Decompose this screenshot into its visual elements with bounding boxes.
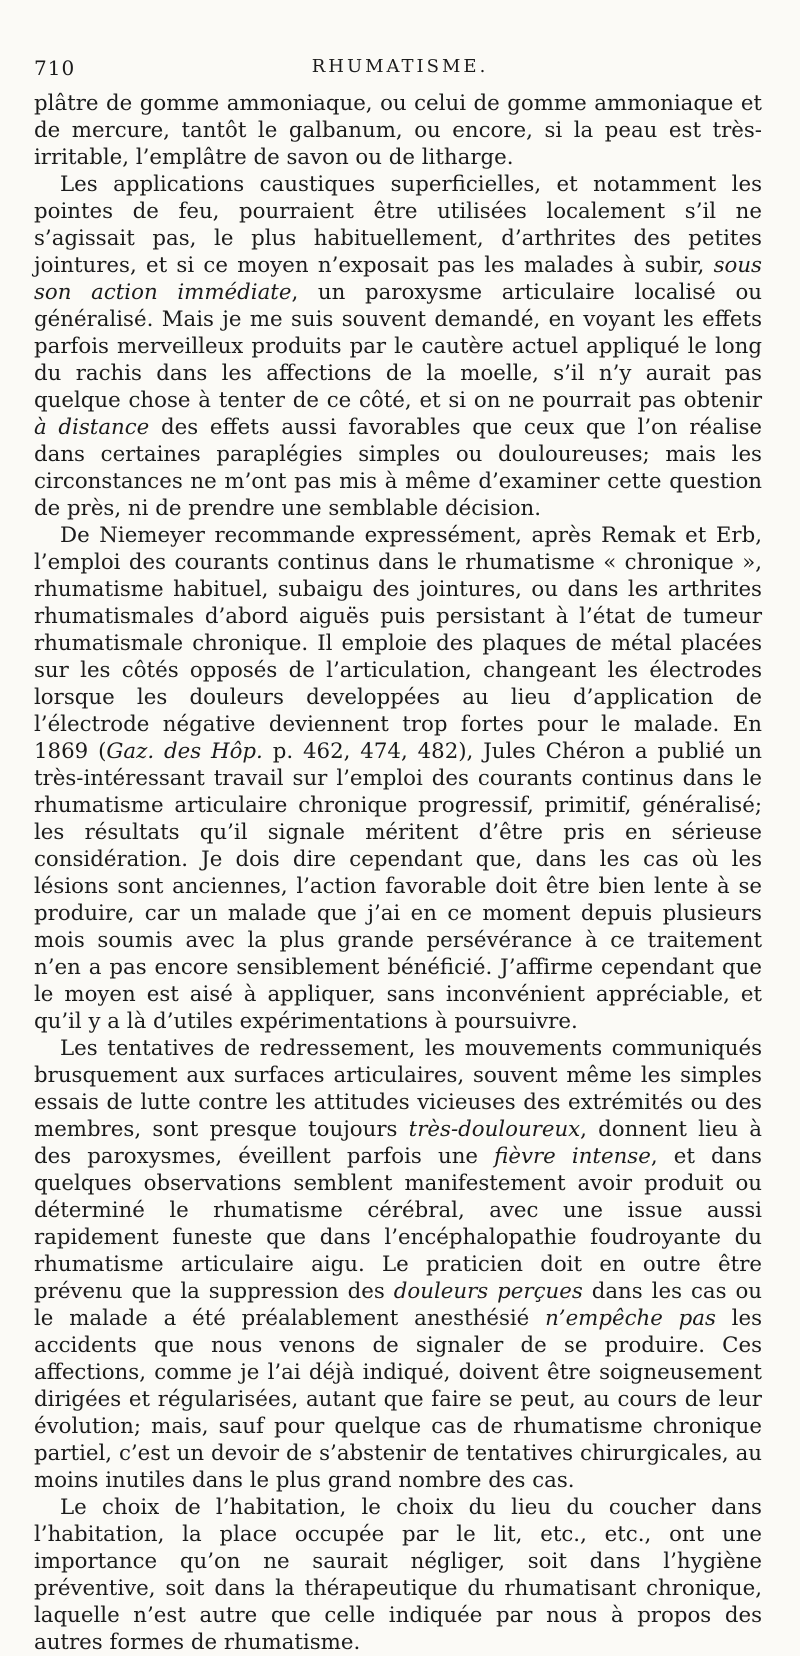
italic-text: douleurs perçues bbox=[393, 1279, 583, 1304]
running-title: RHUMATISME. bbox=[311, 56, 489, 77]
paragraph bbox=[34, 1035, 762, 1494]
italic-text: très-douloureux bbox=[408, 1117, 581, 1142]
italic-text: sous son action immédiate bbox=[34, 253, 762, 305]
text-run: Les applications caustiques superficielles, et notamment les pointes de feu, pourraient être utilisées localement s’il ne s’agissait pas, le plus habituellement, d’arthrites des petites jointures, et si ce moyen n’exposait pas les malades à subir, bbox=[34, 172, 762, 278]
text-run: , donnent lieu à des paroxysmes, éveillent parfois une bbox=[34, 1117, 763, 1169]
page-number: 710 bbox=[34, 56, 76, 80]
paragraph bbox=[34, 522, 762, 1035]
italic-text: n’empêche pas bbox=[545, 1306, 716, 1331]
text-run: plâtre de gomme ammoniaque, ou celui de gomme ammoniaque et de mercure, tantôt le galbanum, ou encore, si la peau est très-irritable, l’emplâtre de savon ou de litharge. bbox=[34, 91, 762, 170]
paragraph bbox=[34, 1494, 762, 1656]
text-run: , et dans quelques observations semblent manifestement avoir produit ou déterminé le rhumatisme cérébral, avec une issue aussi rapidement funeste que dans l’encéphalopathie foudroyante du rhumatisme articulaire aigu. Le praticien doit en outre être prévenu que la suppression des bbox=[34, 1144, 762, 1304]
text-run: De Niemeyer recommande expressément, après Remak et Erb, l’emploi des courants continus dans le rhumatisme « chronique », rhumatisme habituel, subaigu des jointures, ou dans les arthrites rhumatismales d’abord aiguës puis persistant à l’état de tumeur rhumatismale chronique. Il emploie des plaques de métal placées sur les côtés opposés de l’articulation, changeant les électrodes lorsque les douleurs developpées au lieu d’application de l’électrode négative deviennent trop fortes pour le malade. En 1869 ( bbox=[34, 523, 762, 764]
text-run: les accidents que nous venons de signaler de se produire. Ces affections, comme je l’ai déjà indiqué, doivent être soigneusement dirigées et régularisées, autant que faire se peut, au cours de leur évolution; mais, sauf pour quelque cas de rhumatisme chronique partiel, c’est un devoir de s’abstenir de tentatives chirurgicales, au moins inutiles dans le plus grand nombre des cas. bbox=[34, 1306, 763, 1493]
italic-text: Gaz. des Hôp. bbox=[106, 739, 263, 764]
text-run: p. 462, 474, 482), Jules Chéron a publié un très-intéressant travail sur l’emploi des courants continus dans le rhumatisme articulaire chronique progressif, primitif, généralisé; les résultats qu’il signale méritent d’être pris en sérieuse considération. Je dois dire cependant que, dans les cas où les lésions sont anciennes, l’action favorable doit être bien lente à se produire, car un malade que j’ai en ce moment depuis plusieurs mois soumis avec la plus grande persévérance à ce traitement n’en a pas encore sensiblement bénéficié. J’affirme cependant que le moyen est aisé à appliquer, sans inconvénient appréciable, et qu’il y a là d’utiles expérimentations à poursuivre. bbox=[34, 739, 762, 1034]
text-run: , un paroxysme articulaire localisé ou généralisé. Mais je me suis souvent demandé, en voyant les effets parfois merveilleux produits par le cautère actuel appliqué le long du rachis dans les affections de la moelle, s’il n’y aurait pas quelque chose à tenter de ce côté, et si on ne pourrait pas obtenir bbox=[34, 280, 762, 413]
italic-text: fièvre intense bbox=[494, 1144, 651, 1169]
text-run: Le choix de l’habitation, le choix du lieu du coucher dans l’habitation, la place occupée par le lit, etc., etc., ont une importance qu’on ne saurait négliger, soit dans l’hygiène préventive, soit dans la thérapeutique du rhumatisant chronique, laquelle n’est autre que celle indiquée par nous à propos des autres formes de rhumatisme. bbox=[34, 1495, 762, 1655]
italic-text: à distance bbox=[34, 415, 150, 440]
body-text bbox=[34, 90, 762, 1656]
text-run: des effets aussi favorables que ceux que l’on réalise dans certaines paraplégies simples ou douloureuses; mais les circonstances ne m’ont pas mis à même d’examiner cette question de près, ni de prendre une semblable décision. bbox=[34, 415, 762, 521]
text-run: Les tentatives de redressement, les mouvements communiqués brusquement aux surfaces articulaires, souvent même les simples essais de lutte contre les attitudes vicieuses des extrémités ou des membres, sont presque toujours bbox=[34, 1036, 762, 1142]
paragraph bbox=[34, 90, 762, 171]
page-header bbox=[34, 56, 766, 88]
paragraph bbox=[34, 171, 762, 522]
text-run: dans les cas ou le malade a été préalablement anesthésié bbox=[34, 1279, 762, 1331]
